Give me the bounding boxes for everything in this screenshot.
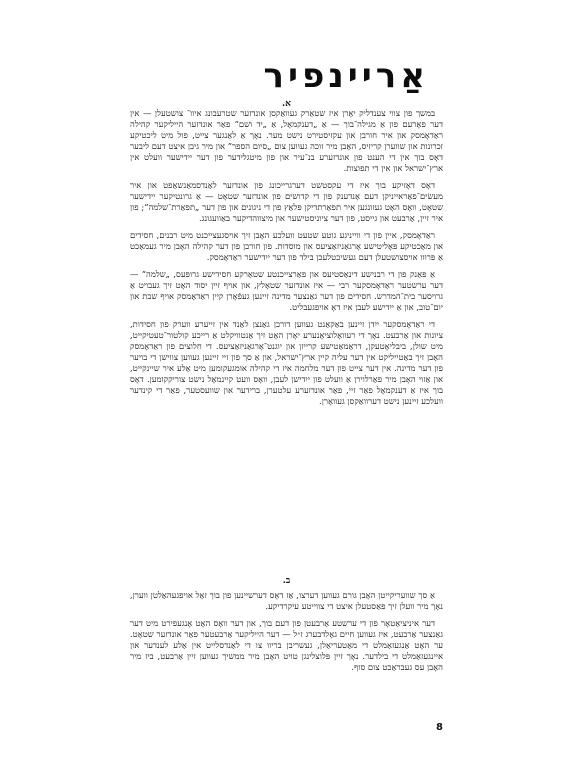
page-title: אַריינפיר [263, 56, 429, 96]
page-number: 8 [436, 722, 443, 733]
paragraph: דער איניציאַטאָר פון די ערשטע אַרבעטן פון דעם בוך, און דער וואָס האָט אָנגעפירט מיט דער גאַנצער אַרבעט, איז געווען חיים גאָלדבערג ז״ל — דער הייליקער אַרבעטער פאַר אונדזער שטאָט. ער האָט אַנגעזאַמלט די מאַטעריאַלן, געשריבן בריוו צו די לאַנדסלייט אין אַלע לענדער און איינגעזאַמלט די בילדער. נאָך זיין פּלוצלינגן טויט האָבן מיר ממשיך געווען זיין אַרבעט, ביז מיר האָבן עס געבראַכט צום סוף. [130, 618, 443, 672]
section-marker-a: א. [282, 99, 291, 109]
section-a-body [130, 108, 443, 413]
paragraph: במשך פון צווי צענדליק יאָרן איז שטאַרק געוואַקסן אונדזער שטרעבונג איוו־ צושטעלן — אין דער פאָרעם פון אַ מגילה־בוך — אַ „דענקמאָל, אַ „יד ושם” פאַר אונדזער הייליקער קהילה ראַדאָמסק און איר חורבן און עקזיסטירט נישט מער. נאָך אַ לאַנגער צייט, פול מיט ליכטיקע זכרונות און שווערן קריזיס, האָבן מיר זוכה געווען צום „סיום הספר” און מיר גיבן איצט דעם ליבער דאָס בוך אין די הענט פון אונדזערע בנ־עיר און פון מיטגלידער פון דער יידישער וועלט אין ארץ־ישראל און אין די תפוצות. [130, 108, 443, 173]
paragraph: די ראַדאָמסקער ייִדן זיינען באַקאַנט געווען דורכן גאַנצן לאַנד אין זייערע ווערק פון חסידות, ציונות און אַרבעט. נאָך די רעוואָלוציאָנערע יאָרן האָט זיך אַנטוויקלט אַ רייכע קולטור־טעטיקייט, מיט שולן, ביבליאָטעקן, דראַמאַטישע קרייזן און יוגנט־אָרגאַניזאַציעס. די חלוצים פון ראַדאָמסק האָבן זיך באַטייליקט אין דער עליה קיין ארץ־ישראל, און אַ סך פון זיי זיינען געווען צווישן די בויער פון דער מדינה. אין דער צייט פון דער מלחמה איז די קהילה אומגעקומען מיט אַלע איר שיינקייט, און אַזוי האָבן מיר פאַרלוירן אַ וועלט פון ייִדישן לעבן, וואָס וועט קיינמאָל נישט צוריקקומען. דאָס בוך איז אַ דענקמאָל פאַר זיי, פאַר אונדזערע עלטערן, ברידער און שוועסטער, פאַר די קינדער וועלכע זיינען נישט דערוואַקסן געוואָרן. [130, 319, 443, 406]
paragraph: אַ סך שוועריקייטן האָבן גורם געווען דערצו, אַז דאָס דערשיינען פון בוך זאָל אויפגעהאַלטן ווערן, נאָך מיר וועלן זיך פּאַסטעלן איצט די צווייטע עיקרדיקע. [130, 590, 443, 611]
paragraph: אַ פּאַנק פון די רבנישע דינאַסטיעס און פאַרצייכנטע שטאַרקע חסידישע גרופּעס, „שלמה” — דער ערשטער ראַדאָמסקער רבי — איז אונדזער שטאָלץ, און אויף זיין יסוד האָט זיך געבויט אַ גרויסער בית־המדרש. חסידים פון דער גאַנצער מדינה זיינען געפֿאָרן קיין ראַדאָמסק אויף שבת און יום־טוב, און אַ ייִדישע לעבן איז דאָ אויפגעבליט. [130, 269, 443, 312]
section-marker-b: ב. [282, 576, 291, 586]
paragraph: דאָס דאָזיקע בוך איז די עקסטשט דערגרייכונג פון אונדזער לאַנדסמאַנשאַפט און איר מעשׂים־פאַראייניקן דעם אָנדענק פון די קדושים פון אונדזער שטאָט — אַ גרונטיקער יידישער שטאָט, וואָס האָט געזונגען איר תפאַרתדיקן פּלאַץ פון די ניגונים און פון דער „תפאַרת־שלמה”; פון איר זיין, אַרבעט און גייסט, פון דער ציוניסטישער און מיצווהדיקער באַוועגונג. [130, 180, 443, 223]
paragraph: ראַדאָמסק, איין פון די ווייניגע גוטע שטעט וועלכע האָבן זיך אויסגעצייכנט מיט רבנים, חסידים און מאַכטיקע פּאָליטישע אָרגאַניזאַציעס און מוסדות. פון חורבן פון דער קהילה האָבן מיר געמאַכט אַ פּרוּוו אויסצושטעלן דעם געשיכטלעכן בילד פון דער ייִדישער ראַדאָמסק. [130, 230, 443, 262]
section-b-body [130, 590, 443, 679]
